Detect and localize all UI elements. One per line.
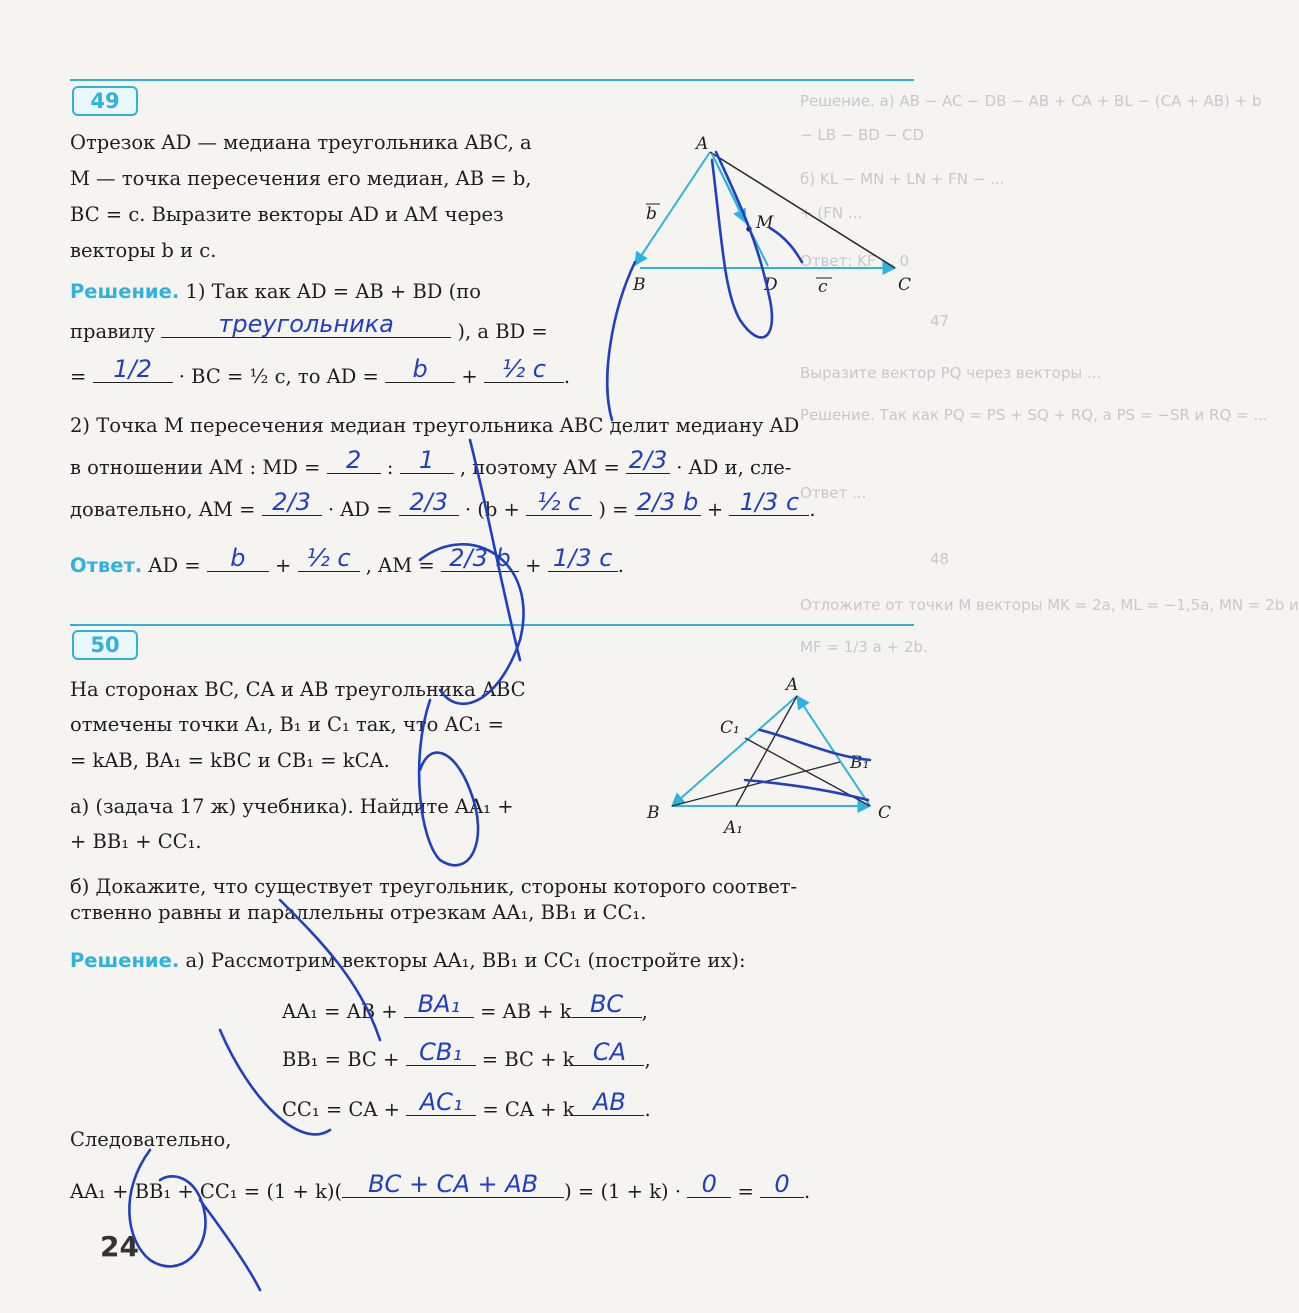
bleed-text: Решение. а) AB − AC − DB − AB + CA + BL − (CA + AB) + b [800, 92, 1262, 110]
handwritten-answer: 2/3 [272, 488, 311, 516]
label-c-vector: c [818, 277, 828, 297]
label-c1: C₁ [720, 718, 740, 738]
handwritten-answer: 0 [701, 1170, 717, 1198]
handwritten-answer: CA [592, 1038, 627, 1066]
handwritten-answer: 1/3 c [739, 488, 800, 516]
handwritten-answer: 2/3 [409, 488, 448, 516]
handwritten-answer: 0 [774, 1170, 790, 1198]
handwritten-answer: AB [592, 1088, 626, 1116]
p49-statement-line: M — точка пересечения его медиан, AB = b, [70, 167, 532, 190]
eq-end: , [644, 1048, 651, 1071]
vector-ca [797, 696, 870, 806]
handwritten-answer: 1/3 c [552, 544, 613, 572]
p49-sol1-text: 1) Так как AD = AB + BD (по [185, 280, 481, 303]
solution-label: Решение. [70, 949, 180, 972]
bleed-text: + (FN ... [800, 204, 863, 222]
label-a: A [696, 134, 709, 154]
equals-sign: = [70, 365, 87, 388]
period: . [803, 1180, 811, 1203]
label-d: D [764, 275, 778, 295]
side-ac [710, 152, 895, 268]
p50-sol-intro-text: а) Рассмотрим векторы AA₁, BB₁ и CC₁ (постройте их): [185, 949, 746, 972]
handwritten-answer: b [412, 355, 428, 383]
label-b: B [647, 803, 660, 823]
scribble-stroke [200, 1200, 260, 1290]
handwritten-answer: 2/3 b [449, 544, 511, 572]
p49-statement-line: Отрезок AD — медиана треугольника ABC, а [70, 131, 532, 154]
plus-sign: + [461, 365, 478, 388]
p50-part-b-line: б) Докажите, что существует треугольник, стороны которого соответ- [70, 875, 798, 898]
bleed-text: MF = 1/3 a + 2b. [800, 638, 928, 656]
bleed-text: Отложите от точки M векторы MK = 2a, ML = −1,5a, MN = 2b и [800, 596, 1299, 614]
eq-left: BB₁ = BC + [282, 1048, 400, 1071]
bleed-text: Ответ ... [800, 484, 867, 502]
p49-sol1-mid: · BC = ½ c, то AD = [178, 365, 379, 388]
scribble-stroke [770, 228, 802, 262]
scribble-median [712, 152, 772, 337]
eq-mid: = AB + k [480, 1000, 572, 1023]
label-b1: B₁ [850, 753, 870, 773]
handwriting-scribbles [129, 152, 870, 1290]
handwritten-answer: BA₁ [417, 990, 461, 1018]
bleed-text: 48 [930, 550, 950, 568]
scribble-stroke [745, 780, 868, 800]
label-c: C [878, 803, 892, 823]
bleed-text: − LB − BD − CD [800, 126, 925, 144]
problem-49-number: 49 [72, 86, 138, 116]
bleed-text: Решение. Так как PQ = PS + SQ + RQ, а PS = −SR и RQ = ... [800, 406, 1268, 424]
p49-rule-suffix: ), а BD = [457, 320, 548, 343]
scribble-stroke [607, 262, 635, 420]
final-mid: ) = (1 + k) · [564, 1180, 682, 1203]
handwritten-answer: 1 [419, 446, 435, 474]
label-b: B [633, 275, 646, 295]
plus-sign: + [525, 554, 542, 577]
p50-part-a-line: а) (задача 17 ж) учебника). Найдите AA₁ + [70, 795, 514, 818]
triangle-figure-49 [632, 134, 911, 297]
p50-part-b-line: ственно равны и параллельны отрезкам AA₁, BB₁ и CC₁. [70, 901, 647, 924]
p50-part-a-line: + BB₁ + CC₁. [70, 830, 202, 853]
scribble-stroke [280, 900, 380, 1040]
colon: : [386, 456, 394, 479]
p49-answer-line: Ответ. AD = b + ½ c , AM = 2/3 b + 1/3 c . [70, 544, 624, 577]
p50-statement-line: отмечены точки A₁, B₁ и C₁ так, что AC₁ = [70, 713, 504, 736]
p49-sol2-suffix: · AD и, сле- [676, 456, 792, 479]
solution-label: Решение. [70, 280, 180, 303]
plus-sign: + [275, 554, 292, 577]
scribble-stroke [220, 1030, 330, 1134]
scribble-loop [419, 700, 478, 865]
eq-mid: = CA + k [482, 1098, 575, 1121]
bleed-text: б) KL − MN + LN + FN − ... [800, 170, 1005, 188]
p49-therefore: , поэтому AM = [459, 456, 620, 479]
handwritten-answer: ½ c [537, 488, 582, 516]
scribble-loop [129, 1150, 205, 1266]
p49-ad-text: · AD = [327, 498, 393, 521]
handwritten-answer: ½ c [501, 355, 546, 383]
bleed-text: 47 [930, 312, 950, 330]
p49-paren-text: · (b + [464, 498, 520, 521]
label-a: A [786, 675, 799, 695]
handwritten-answer: 2/3 [628, 446, 668, 474]
p49-ratio-text: в отношении AM : MD = [70, 456, 321, 479]
p49-ans-text: AD = [148, 554, 201, 577]
p49-sol2-line3: довательно, AM = 2/3 · AD = 2/3 · (b + ½ c ) = 2/3 b + 1/3 c . [70, 488, 816, 521]
label-m: M [756, 213, 774, 233]
handwritten-answer: 2 [346, 446, 362, 474]
label-b-vector: b [646, 204, 657, 224]
scribble-letter [420, 544, 524, 703]
p50-statement-line: На сторонах BC, CA и AB треугольника ABC [70, 678, 526, 701]
label-c: C [898, 275, 912, 295]
scribble-stroke [470, 440, 520, 660]
handwritten-answer: BC [589, 990, 624, 1018]
eq-end: . [644, 1098, 651, 1121]
p50-conclusion-label: Следовательно, [70, 1128, 232, 1151]
handwritten-answer: BC + CA + AB [368, 1170, 539, 1198]
answer-label: Ответ. [70, 554, 143, 577]
p50-statement-line: = kAB, BA₁ = kBC и CB₁ = kCA. [70, 749, 390, 772]
bleed-text: Выразите вектор PQ через векторы ... [800, 364, 1102, 382]
handwritten-answer: AC₁ [419, 1088, 463, 1116]
equals-sign: = [737, 1180, 754, 1203]
page-number: 24 [100, 1230, 139, 1263]
p49-statement-line: векторы b и c. [70, 239, 217, 262]
eq-mid: = BC + k [481, 1048, 575, 1071]
handwritten-answer: 1/2 [113, 355, 152, 383]
p49-am-text: довательно, AM = [70, 498, 256, 521]
p49-statement-line: BC = c. Выразите векторы AD и AM через [70, 203, 504, 226]
eq-left: AA₁ = AB + [282, 1000, 398, 1023]
p49-equals: ) = [598, 498, 629, 521]
eq-end: , [641, 1000, 648, 1023]
p49-solution-line3: = 1/2 · BC = ½ c, то AD = b + ½ c . [70, 355, 571, 388]
handwritten-answer: треугольника [218, 310, 394, 338]
plus-sign: + [706, 498, 724, 521]
eq-left: CC₁ = CA + [282, 1098, 400, 1121]
final-prefix: AA₁ + BB₁ + CC₁ = (1 + k)( [70, 1180, 343, 1203]
label-a1: A₁ [724, 818, 744, 838]
segment-aa1 [736, 696, 797, 806]
bleed-text: Ответ: KF ... 0 [800, 252, 910, 270]
handwritten-answer: b [230, 544, 246, 572]
problem-50-number: 50 [72, 630, 138, 660]
handwritten-answer: CB₁ [419, 1038, 462, 1066]
p49-rule-label: правилу [70, 320, 155, 343]
p49-ans-am: , AM = [365, 554, 435, 577]
handwritten-answer: ½ c [306, 544, 351, 572]
p49-sol2-line1: 2) Точка M пересечения медиан треугольника ABC делит медиану AD [70, 414, 800, 437]
handwritten-answer: 2/3 b [636, 488, 699, 516]
